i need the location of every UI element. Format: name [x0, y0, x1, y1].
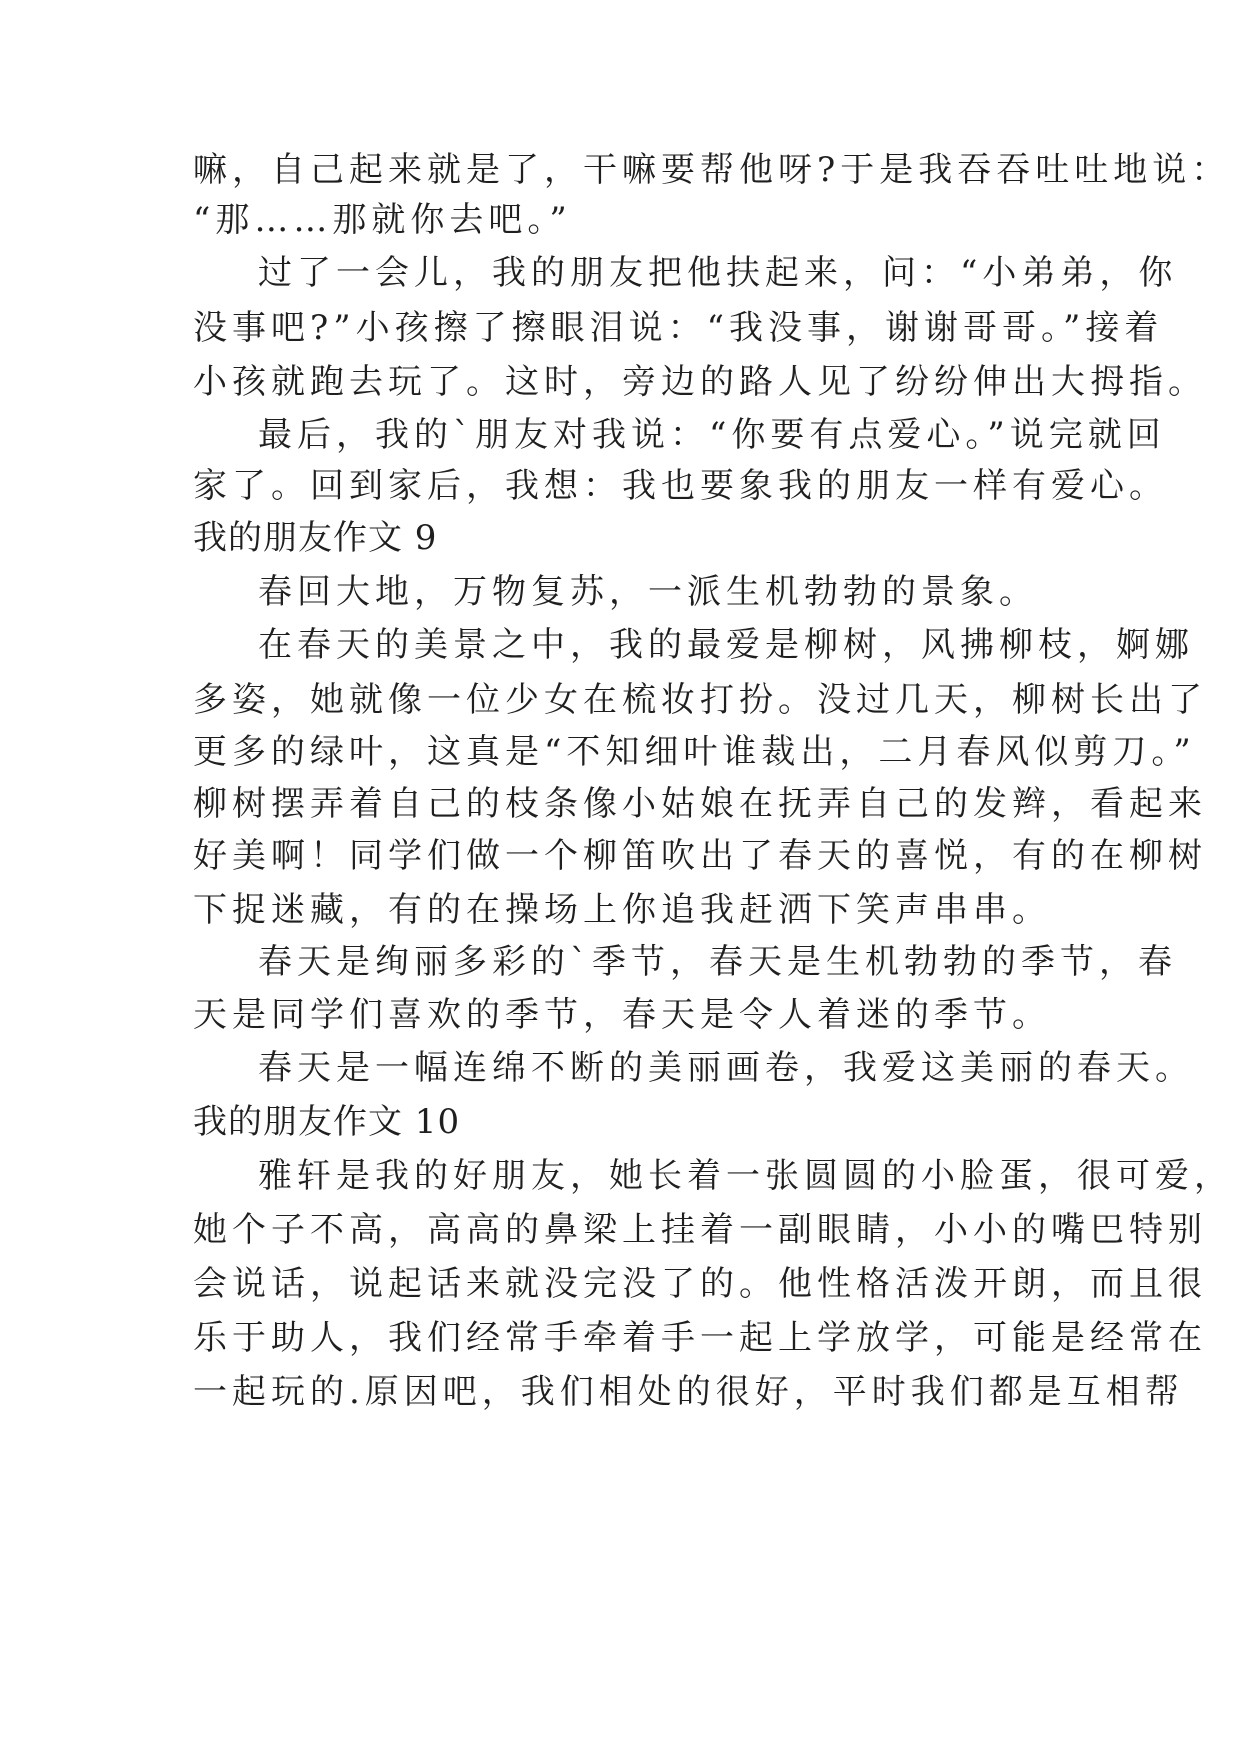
paragraph-start: 春天是一幅连绵不断的美丽画卷，我爱这美丽的春天。 [258, 1048, 1194, 1088]
paragraph-start: 过了一会儿，我的朋友把他扶起来，问：“小弟弟，你 [258, 253, 1178, 293]
paragraph-start: 在春天的美景之中，我的最爱是柳树，风拂柳枝，婀娜 [258, 625, 1194, 665]
text-line: 家了。回到家后，我想：我也要象我的朋友一样有爱心。 [193, 466, 1168, 506]
text-line: 会说话，说起话来就没完没了的。他性格活泼开朗，而且很 [193, 1264, 1207, 1304]
section-heading: 我的朋友作文 10 [193, 1102, 461, 1142]
text-line: 好美啊！同学们做一个柳笛吹出了春天的喜悦，有的在柳树 [193, 836, 1207, 876]
text-line: 小孩就跑去玩了。这时，旁边的路人见了纷纷伸出大拇指。 [193, 362, 1207, 402]
text-line: 嘛，自己起来就是了，干嘛要帮他呀?于是我吞吞吐吐地说： [193, 150, 1231, 190]
paragraph-start: 雅轩是我的好朋友，她长着一张圆圆的小脸蛋，很可爱， [258, 1156, 1233, 1196]
text-line: 一起玩的.原因吧，我们相处的很好，平时我们都是互相帮 [193, 1372, 1184, 1412]
text-line: 乐于助人，我们经常手牵着手一起上学放学，可能是经常在 [193, 1318, 1207, 1358]
section-heading: 我的朋友作文 9 [193, 518, 438, 558]
paragraph-start: 最后，我的`朋友对我说：“你要有点爱心。”说完就回 [258, 415, 1166, 455]
paragraph-start: 春回大地，万物复苏，一派生机勃勃的景象。 [258, 572, 1038, 612]
text-line: 柳树摆弄着自己的枝条像小姑娘在抚弄自己的发辫，看起来 [193, 784, 1207, 824]
text-line: 没事吧?”小孩擦了擦眼泪说：“我没事，谢谢哥哥。”接着 [193, 308, 1164, 348]
text-line: 她个子不高，高高的鼻梁上挂着一副眼睛，小小的嘴巴特别 [193, 1210, 1207, 1250]
text-line: 下捉迷藏，有的在操场上你追我赶洒下笑声串串。 [193, 890, 1051, 930]
text-line: 多姿，她就像一位少女在梳妆打扮。没过几天，柳树长出了 [193, 680, 1207, 720]
text-line: 更多的绿叶，这真是“不知细叶谁裁出，二月春风似剪刀。” [193, 732, 1196, 772]
paragraph-start: 春天是绚丽多彩的`季节，春天是生机勃勃的季节，春 [258, 942, 1177, 982]
text-line: 天是同学们喜欢的季节，春天是令人着迷的季节。 [193, 995, 1051, 1035]
text-line: “那……那就你去吧。” [193, 200, 572, 240]
